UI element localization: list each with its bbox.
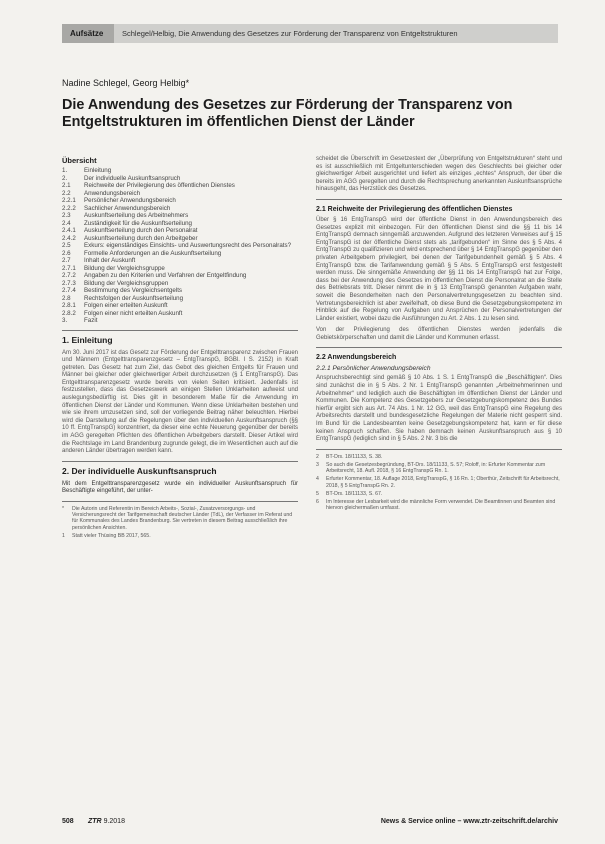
footnote: [62, 533, 298, 539]
toc-item-number: 2.7.4: [62, 287, 76, 294]
toc-item-text: Bildung der Vergleichsgruppen: [84, 279, 169, 287]
journal-issue: [88, 818, 125, 825]
toc-item-text: Formelle Anforderungen an die Auskunftserteilung: [84, 249, 222, 257]
toc-item-number: 2.7.2: [62, 272, 76, 279]
toc-item: [62, 167, 298, 175]
footnote-text: BT-Drs. 18/11133, S. 38.: [326, 453, 383, 460]
toc-item-number: 2.2.2: [62, 204, 76, 212]
toc-item-text: Exkurs: eigenständiges Einsichts- und Auswertungsrecht des Personalrats?: [84, 242, 292, 249]
running-title: Schlegel/Helbig, Die Anwendung des Gesetzes zur Förderung der Transparenz von Entgeltstrukturen: [122, 29, 458, 38]
divider: [62, 461, 298, 462]
right-column: [316, 156, 562, 513]
toc-item-number: 2.5: [62, 242, 71, 249]
paragraph-reichweite-2: Von der Privilegierung des öffentlichen Dienstes werden jedenfalls die Gebietskörperschaften und damit die Länder und Kommunen erfasst.: [316, 327, 562, 341]
heading-einleitung: 1. Einleitung: [62, 334, 113, 345]
toc-item-number: 2.6: [62, 249, 71, 257]
divider: [316, 347, 562, 348]
toc-item-text: Bestimmung des Vergleichsentgelts: [84, 287, 183, 294]
toc-item-number: 2.8.1: [62, 302, 76, 309]
footnote-text: Die Autorin und Referentin im Bereich Arbeits-, Sozial-, Zusatzversorgungs- und Versicherungsrecht der Tarifgemeinschaft deutscher Länder (TdL), der Verfasser im Referat und für Kommunales des Landes Brandenburg. Sie vertreten in diesem Beitrag ausschließlich ihre persönlichen Ansichten.: [72, 506, 293, 531]
section-tag: Aufsätze: [62, 24, 114, 43]
toc-item: [62, 175, 298, 183]
toc-item-number: 2.7.3: [62, 279, 76, 287]
toc-item-text: Rechtsfolgen der Auskunftserteilung: [84, 294, 184, 302]
toc-item: [62, 205, 298, 213]
toc-item-text: Einleitung: [84, 167, 112, 174]
footnote: [62, 506, 298, 531]
heading-anwendungsbereich: 2.2 Anwendungsbereich: [316, 354, 397, 362]
toc-item-text: Folgen einer nicht erteilten Auskunft: [84, 309, 183, 317]
footnote-number: 6: [316, 499, 319, 506]
toc-item: [62, 212, 298, 220]
footnote-divider: [62, 501, 298, 502]
toc-item-text: Zuständigkeit für die Auskunftserteilung: [84, 219, 192, 227]
toc-item: [62, 250, 298, 258]
toc-item: [62, 265, 298, 273]
toc-item-number: 2.4.1: [62, 227, 76, 234]
footnote-number: 4: [316, 476, 319, 483]
toc-item-text: Auskunftserteilung durch den Arbeitgeber: [84, 234, 198, 242]
toc-item-text: Auskunftserteilung des Arbeitnehmers: [84, 212, 189, 219]
authors: Nadine Schlegel, Georg Helbig*: [62, 78, 190, 88]
toc-item: [62, 295, 298, 303]
toc-item: [62, 242, 298, 250]
toc-item-text: Auskunftserteilung durch den Personalrat: [84, 227, 198, 234]
page-footer: [62, 816, 558, 830]
toc-item: [62, 287, 298, 295]
toc-item-number: 2.2.1: [62, 197, 76, 204]
footnote-text: Im Interesse der Lesbarkeit wird die männliche Form verwendet. Die Beamtinnen und Beamten sind hiervon gleichermaßen umfasst.: [326, 499, 556, 512]
paragraph-reichweite-1: Über § 16 EntgTranspG wird der öffentliche Dienst in den Anwendungsbereich des Gesetzes explizit mit einbezogen. Für den öffentlichen Dienst sind die §§ 11 bis 14 EntgTranspG demnach sinngemäß anzuwenden. Aufgrund des letzteren Verweises auf § 15 EntgTranspG ist der öffentliche Dienst stets als „tarifgebunden“ im Sinne des § 5 Abs. 4 EntgTranspG zu qualifizieren und wird entsprechend über § 14 EntgTranspG gegenüber den privaten Arbeitgebern privilegiert, bei denen der Tarifgebundenheit gemäß § 5 Abs. 4 EntgTranspG bzw. die Tarifanwendung gemäß § 5 Abs. 5 EntgTranspG erst festgestellt werden muss. Die sinngemäße Anwendung der §§ 11 bis 14 EntgTranspG hat zur Folge, dass bei der Anwendung des Gesetzes im öffentlichen Dienst die Personalrat an die Stelle des Betriebsrats tritt. Dieser nimmt die in § 13 EntgTranspG genannten Aufgaben wahr, soweit die Besonderheiten nach den Personalvertretungsgesetzen zu beachten sind. Vertretungsbereichlich ist aber zweifelhaft, ob diese Bund die Gesetzgebungskompetenz im Hinblick auf die Regelung von Aufgaben und Ansprüchen der Personalvertretungen der Länder existiert, wobei dazu die Ausführungen zu Art. 2 Abs. 1 zu lesen sind.: [316, 216, 562, 322]
toc-item: [62, 190, 298, 198]
toc-item-number: 2.3: [62, 212, 71, 219]
toc-item: [62, 280, 298, 288]
footnote-number: *: [62, 506, 65, 512]
toc-item: [62, 182, 298, 190]
footnotes-left: [62, 506, 298, 539]
footnote: [316, 476, 562, 488]
footnote-text: BT-Drs. 18/11133, S. 67.: [326, 490, 383, 497]
toc-item: [62, 257, 298, 265]
toc-item: [62, 235, 298, 243]
footnote-number: 1: [62, 532, 65, 539]
toc-item-text: Angaben zu den Kriterien und Verfahren der Entgeltfindung: [84, 272, 247, 279]
article-title: Die Anwendung des Gesetzes zur Förderung der Transparenz von Entgeltstrukturen im öffentlichen Dienst der Länder: [62, 97, 513, 130]
heading-persoenlicher-anwendungsbereich: 2.2.1 Persönlicher Anwendungsbereich: [316, 365, 431, 373]
paragraph-auskunftsanspruch: Mit dem Entgelttransparenzgesetz wurde ein individueller Auskunftsanspruch für Beschäftigte eingeführt, der unter-: [62, 480, 298, 495]
divider: [62, 330, 298, 331]
footnote: [316, 491, 562, 497]
toc-item-number: 2.7.1: [62, 264, 76, 272]
toc-item-number: 2.7: [62, 257, 71, 264]
toc-item: [62, 272, 298, 280]
toc-item-number: 2.4.2: [62, 234, 76, 242]
toc-item-number: 2.1: [62, 182, 71, 189]
toc-item-number: 2.4: [62, 219, 71, 227]
footnote: [316, 462, 562, 474]
footnote-text: So auch die Gesetzesbegründung, BT-Drs. 18/11133, S. 57; Roloff, in: Erfurter Kommentar zum Arbeitsrecht, 18. Aufl. 2018, § 16 EntgTranspG Rn. 1.: [326, 462, 546, 475]
toc-item-number: 2.2: [62, 189, 71, 197]
paragraph-persoenlicher-anwendungsbereich: Anspruchsberechtigt sind gemäß § 10 Abs. 1 S. 1 EntgTranspG die „Beschäftigten“. Dies sind zunächst die in § 5 Abs. 2 Nr. 1 EntgTranspG genannten „Arbeitnehmerinnen und Arbeitnehmer“ und lediglich auch die Beschäftigten im öffentlichen Dienst der Länder und Kommunen. Die Kompetenz des Gesetzgebers zur Gesetzgebungskompetenz des Bundes hierfür ergibt sich aus Art. 74 Abs. 1 Nr. 12 GG, weil das EntgTranspG eine Regelung des Arbeitsrechts darstellt und bundesgesetzliche Regelungen der Materie nicht gesperrt sind. Im Bund für die Landesbeamten keine Gesetzgebungskompetenz hat, kann er für diese keinen Anspruch schaffen. Sie haben demnach keinen Auskunftsanspruch aus § 10 EntgTranspG (lediglich sind in § 5 Abs. 2 Nr. 3 bis die: [316, 375, 562, 443]
footnote: [316, 499, 562, 511]
footnote-text: Erfurter Kommentar, 18. Auflage 2018, EntgTranspG, § 16 Rn. 1; Oberthür, Zeitschrift für Arbeitsrecht, 2018, § 5 EntgTranspG Rn. 2.: [326, 476, 560, 489]
divider: [316, 199, 562, 200]
page-number: 508: [62, 818, 74, 825]
paragraph-einleitung: Am 30. Juni 2017 ist das Gesetz zur Förderung der Entgelttransparenz zwischen Frauen und Männern (Entgelttransparenzgesetz – EntgTranspG, BGBl. I S. 2152) in Kraft getreten. Das Gesetz hat zum Ziel, das Gebot des gleichen Entgelts für Frauen und Männer bei gleicher oder gleichwertiger Arbeit durchzusetzen (§ 1 EntgTranspG). Das Entgelttransparenzgesetz wurde bereits von vielen Seiten kritisiert. Jedenfalls ist festzustellen, dass das Gesetzeswerk an einigen Stellen Unklarheiten aufweist und auslegungsbedürftig ist. Dies gilt in besonderem Maße für die Anwendung im öffentlichen Dienst der Länder und Kommunen. Wenn diese Unklarheiten bestehen und wie sie ihrem umzusetzen sind, soll der vorliegende Beitrag näher beleuchten. Hierbei wird die Darstellung auf die Regelungen über den individuellen Auskunftsanspruch (§§ 10 ff. EntgTranspG) konzentriert, da dieser eine echte Neuerung gegenüber der bereits im AGG geregelten Pflichten des öffentlichen Arbeitgebers darstellt. Dieser Artikel wird die Rechtslage im Land Brandenburg zugrunde gelegt, die im Wesentlichen auch auf die anderen Länder übertragen werden kann.: [62, 349, 298, 455]
toc-item-text: Anwendungsbereich: [84, 189, 141, 197]
paragraph-continuation: scheidet die Überschrift im Gesetzestext der „Überprüfung von Entgeltstrukturen“ steht und es ist ausschließlich mit Entgeltunterschieden wegen des Geschlechts bei gleicher oder gleichwertiger Arbeit ausgerichtet und liefert als einziges „echtes“ Anspruch, der über die bereits im AGG geregelten und durch die Rechtsprechung anerkannten Auskunftsansprüche hinausgeht, das Herzstück des Gesetzes.: [316, 156, 562, 193]
heading-reichweite: 2.1 Reichweite der Privilegierung des öffentlichen Dienstes: [316, 205, 513, 213]
table-of-contents: [62, 167, 298, 325]
toc-item-text: Fazit: [84, 317, 98, 324]
toc-item-text: Der individuelle Auskunftsanspruch: [84, 174, 181, 182]
footnote-text: Statt vieler Thüsing BB 2017, 565.: [72, 532, 151, 539]
footer-website: News & Service online – www.ztr-zeitschrift.de/archiv: [380, 818, 558, 825]
footnote-divider: [316, 449, 562, 450]
footnote-number: 3: [316, 462, 319, 469]
toc-item: [62, 227, 298, 235]
toc-item-text: Persönlicher Anwendungsbereich: [84, 197, 176, 204]
journal-name: ZTR: [88, 818, 102, 825]
toc-item-text: Inhalt der Auskunft: [84, 257, 136, 264]
toc-item-text: Folgen einer erteilten Auskunft: [84, 302, 168, 309]
footnote-number: 5: [316, 490, 319, 497]
toc-item-number: 2.8: [62, 294, 71, 302]
left-column: [62, 156, 298, 541]
toc-item: [62, 197, 298, 205]
footnote: [316, 454, 562, 460]
footnotes-right: [316, 454, 562, 512]
toc-item: [62, 317, 298, 325]
toc-item-text: Sachlicher Anwendungsbereich: [84, 204, 171, 212]
toc-item-number: 1.: [62, 167, 68, 174]
toc-item-text: Reichweite der Privilegierung des öffentlichen Dienstes: [84, 182, 235, 189]
toc-item: [62, 302, 298, 310]
toc-item-text: Bildung der Vergleichsgruppe: [84, 264, 165, 272]
toc-item-number: 3.: [62, 317, 68, 324]
toc-item-number: 2.: [62, 174, 68, 182]
toc-item: [62, 310, 298, 318]
heading-auskunftsanspruch: 2. Der individuelle Auskunftsanspruch: [62, 465, 217, 476]
toc-item: [62, 220, 298, 228]
issue-number: 9.2018: [103, 818, 125, 825]
footnote-number: 2: [316, 453, 319, 460]
toc-heading: Übersicht: [62, 156, 97, 165]
toc-item-number: 2.8.2: [62, 309, 76, 317]
